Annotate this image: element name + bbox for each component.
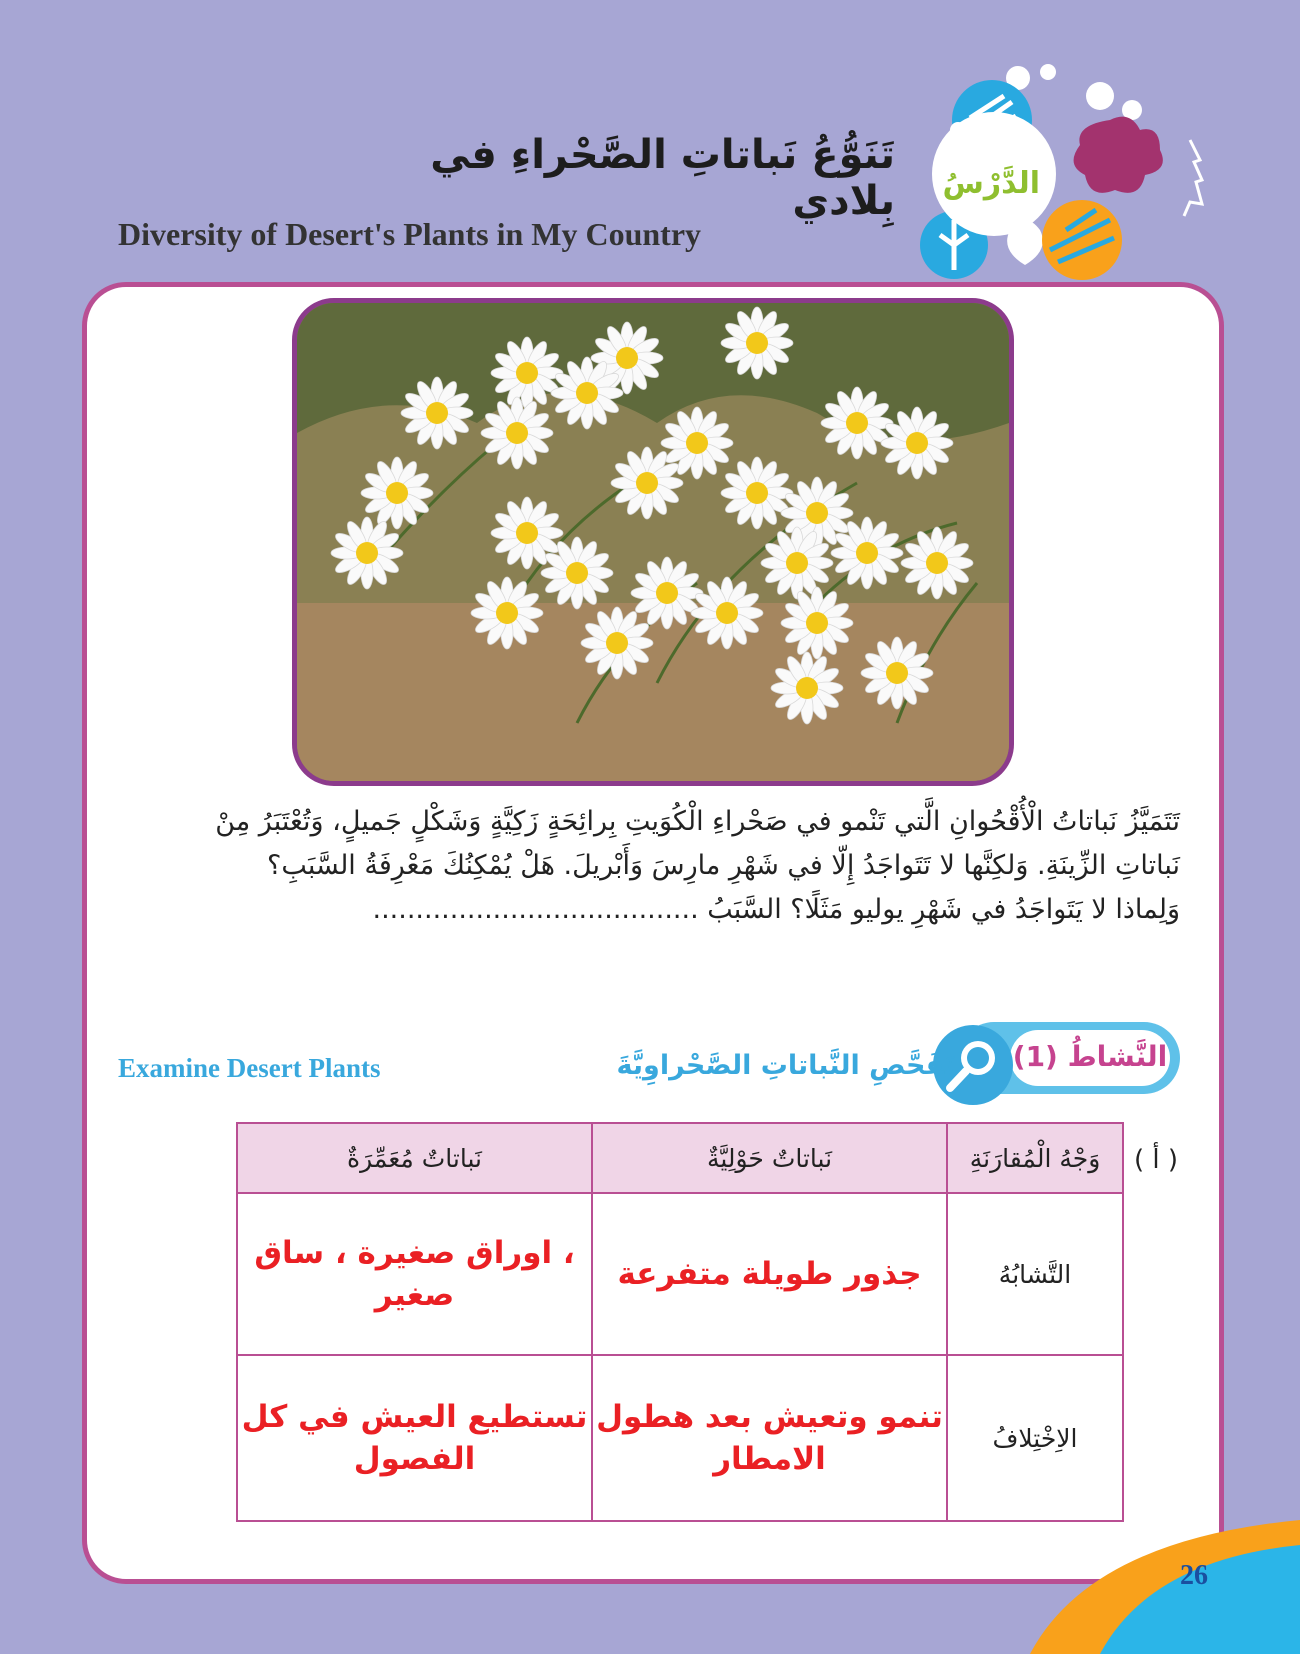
item-label: ( أ ): [1134, 1145, 1179, 1175]
answer-cell[interactable]: ، اوراق صغيرة ، ساق صغير: [237, 1193, 592, 1355]
header-aspect: وَجْهُ الْمُقارَنَةِ: [947, 1123, 1123, 1193]
lesson-label: الدَّرْسُ: [942, 166, 1040, 201]
lesson-paragraph: [120, 800, 1180, 932]
comparison-table: [236, 1122, 1124, 1522]
corner-decoration: [1030, 1500, 1300, 1654]
activity-title-english: Examine Desert Plants: [118, 1053, 381, 1083]
lesson-title-arabic: تَنَوُّعُ نَباتاتِ الصَّحْراءِ في بِلادي: [430, 132, 895, 224]
row-aspect: الاِخْتِلافُ: [947, 1355, 1123, 1521]
paragraph-line: نَباتاتِ الزِّينَةِ. وَلكِنَّها لا تَتَواجَدُ إِلّا في شَهْرِ مارِسَ وَأَبْريلَ. هَلْ يُمْكِنُكَ مَعْرِفَةُ السَّبَبِ؟: [267, 850, 1180, 881]
table-row: [237, 1355, 1123, 1521]
table-header-row: [237, 1123, 1123, 1193]
answer-cell[interactable]: جذور طويلة متفرعة: [592, 1193, 947, 1355]
answer-cell[interactable]: تستطيع العيش في كل الفصول: [237, 1355, 592, 1521]
answer-cell[interactable]: تنمو وتعيش بعد هطول الامطار: [592, 1355, 947, 1521]
flowers-photo: [292, 298, 1014, 786]
activity-label: النَّشاطُ (1): [1012, 1040, 1168, 1073]
page-number: 26: [1180, 1560, 1208, 1591]
table-row: [237, 1193, 1123, 1355]
header-perennial: نَباتاتٌ مُعَمِّرَةٌ: [237, 1123, 592, 1193]
paragraph-line: تَتَمَيَّزُ نَباتاتُ الْأُقْحُوانِ الَّتي تَنْمو في صَحْراءِ الْكُوَيتِ بِرائِحَةٍ زَكِيَّةٍ وَشَكْلٍ جَميلٍ، وَتُعْتَبَرُ مِنْ: [215, 806, 1180, 837]
row-aspect: التَّشابُهُ: [947, 1193, 1123, 1355]
activity-title-arabic: تَفَحَّصِ النَّباتاتِ الصَّحْراوِيَّةَ: [616, 1050, 955, 1081]
lesson-title-english: Diversity of Desert's Plants in My Country: [118, 216, 702, 252]
header-annual: نَباتاتٌ حَوْلِيَّةٌ: [592, 1123, 947, 1193]
paragraph-line: وَلِماذا لا يَتَواجَدُ في شَهْرِ يوليو مَثَلًا؟ السَّبَبُ ......................................: [372, 894, 1180, 925]
